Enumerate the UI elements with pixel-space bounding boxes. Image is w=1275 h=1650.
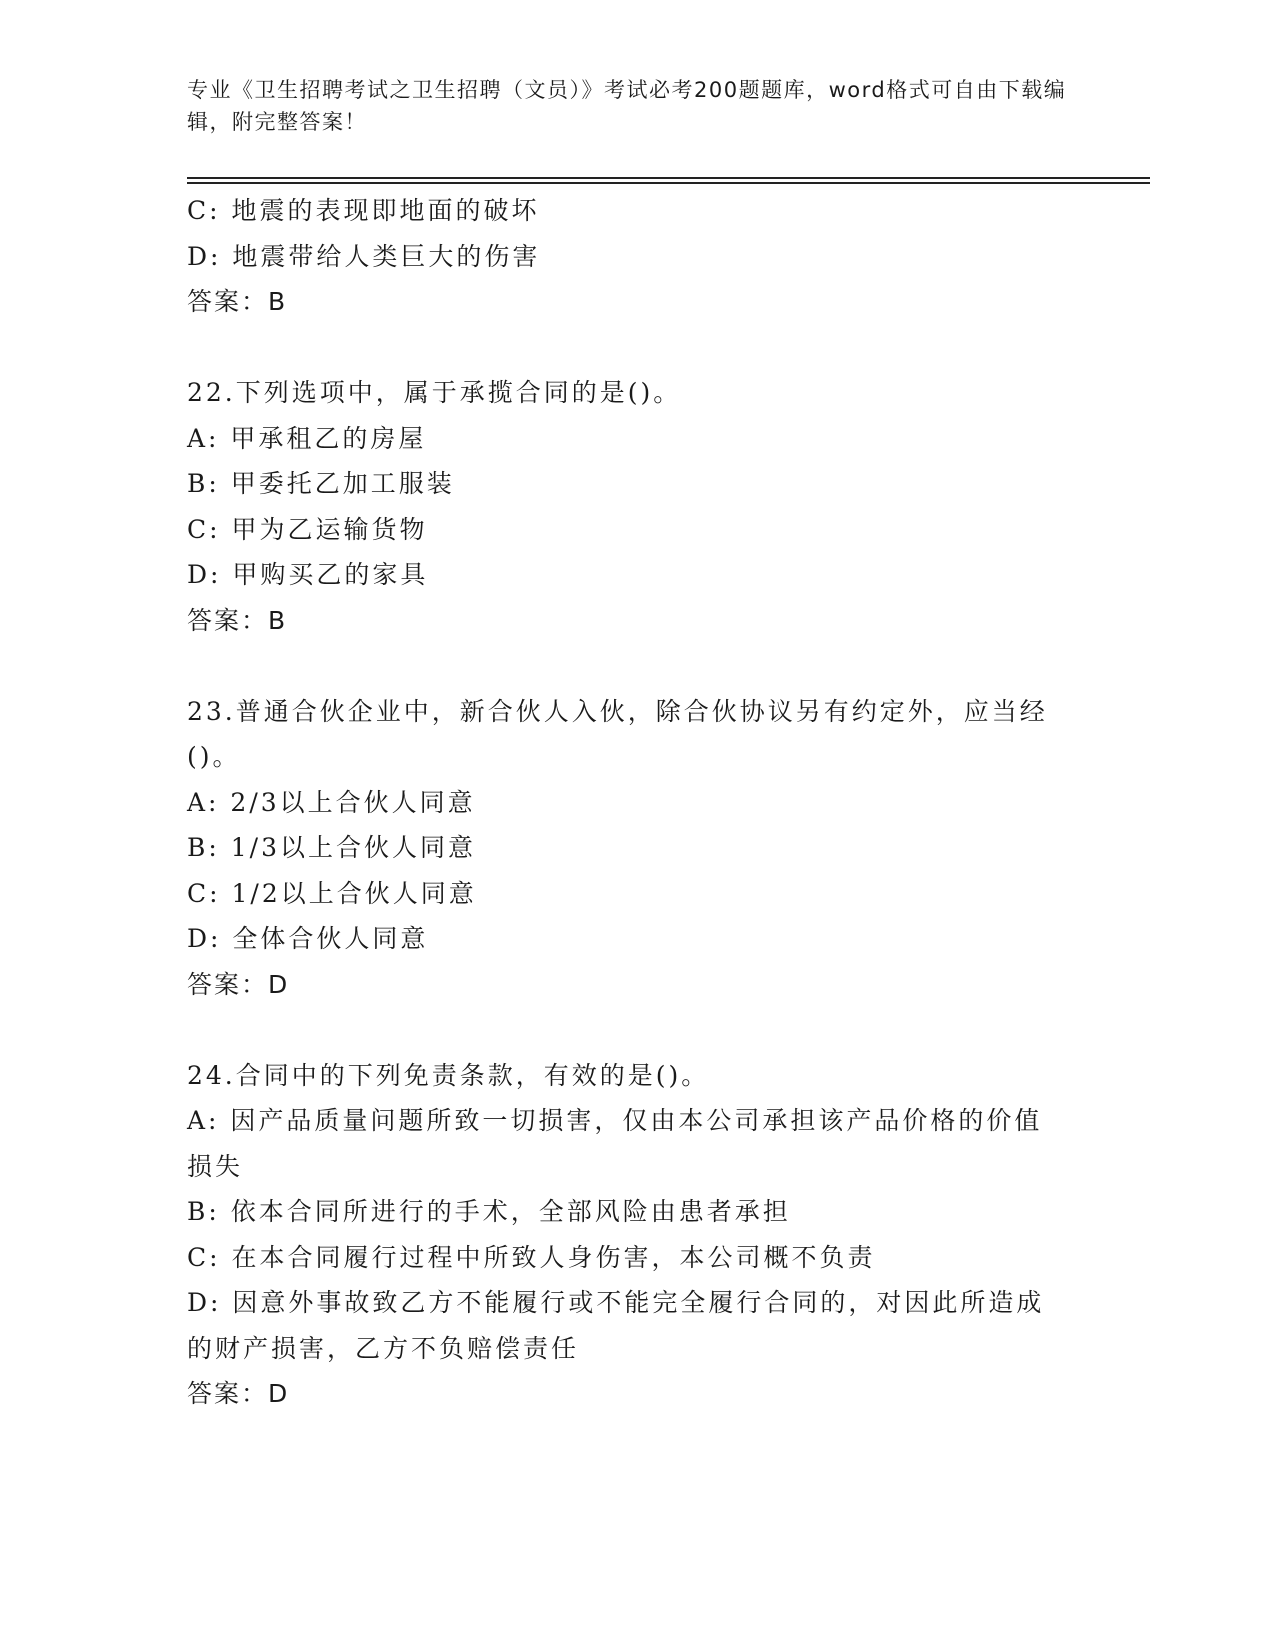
option-b: B: 1/3以上合伙人同意	[187, 833, 476, 862]
option-d: D: 因意外事故致乙方不能履行或不能完全履行合同的，对因此所造成的财产损害，乙方不负赔偿责任	[187, 1288, 1045, 1363]
answer-line: 答案：D	[187, 969, 290, 999]
answer-line: 答案：B	[187, 287, 288, 316]
option-b: B: 依本合同所进行的手术，全部风险由患者承担	[187, 1197, 791, 1226]
header-rule-top	[187, 177, 1150, 179]
question-stem: 24.合同中的下列免责条款，有效的是()。	[187, 1060, 710, 1090]
document-header: 专业《卫生招聘考试之卫生招聘（文员）》考试必考200题题库，word格式可自由下载编辑，附完整答案！	[187, 78, 1067, 134]
spacer	[187, 325, 1067, 371]
option-a: A: 2/3以上合伙人同意	[187, 787, 476, 817]
option-c: C: 在本合同履行过程中所致人身伤害，本公司概不负责	[187, 1242, 876, 1272]
option-d: D: 甲购买乙的家具	[187, 560, 429, 589]
question-22	[187, 370, 1067, 643]
option-a: A: 因产品质量问题所致一切损害，仅由本公司承担该产品价格的价值损失	[187, 1106, 1043, 1181]
option-a: A: 甲承租乙的房屋	[187, 423, 427, 453]
answer-line: 答案：B	[187, 605, 288, 635]
question-23	[187, 689, 1067, 1008]
answer-line: 答案：D	[187, 1379, 290, 1408]
option-c: C: 甲为乙运输货物	[187, 514, 428, 544]
option-b: B: 甲委托乙加工服装	[187, 469, 455, 498]
question-content	[187, 188, 1067, 1417]
option-c: C: 地震的表现即地面的破坏	[187, 196, 540, 225]
option-d: D: 地震带给人类巨大的伤害	[187, 241, 541, 271]
option-c: C: 1/2以上合伙人同意	[187, 878, 477, 908]
question-stem: 22.下列选项中，属于承揽合同的是()。	[187, 378, 682, 407]
option-d: D: 全体合伙人同意	[187, 924, 429, 953]
question-stem: 23.普通合伙企业中，新合伙人入伙，除合伙协议另有约定外，应当经()。	[187, 696, 1048, 771]
question-24	[187, 1053, 1067, 1417]
header-rule-bottom	[187, 182, 1150, 184]
spacer	[187, 1007, 1067, 1053]
previous-question-tail	[187, 188, 1067, 325]
spacer	[187, 643, 1067, 689]
